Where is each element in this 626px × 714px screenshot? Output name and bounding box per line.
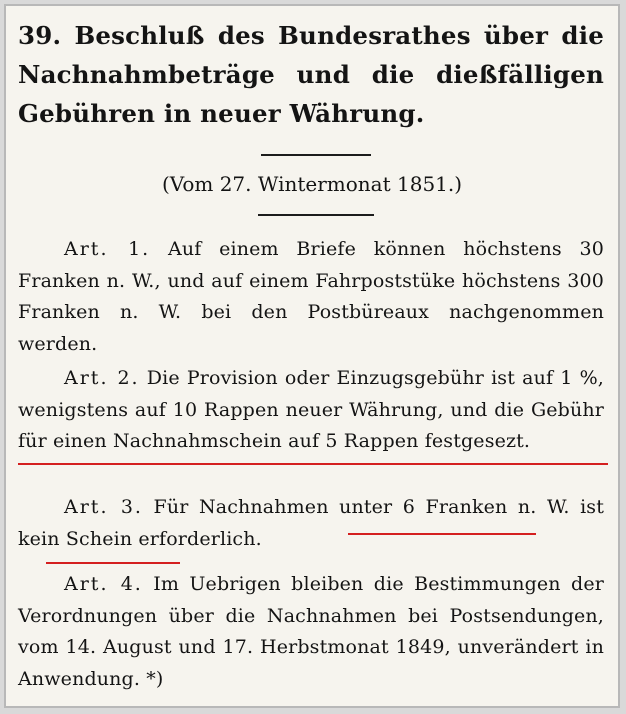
article-4-label: Art. 4. — [64, 573, 143, 595]
article-1-text: Auf einem Briefe können höchstens 30 Franken n. W., und auf einem Fahrpoststüke höchstens 300 Franken n. W. bei den Postbüreaux nachgenommen werden. — [18, 238, 604, 355]
document-page — [4, 4, 620, 708]
divider-top — [261, 154, 371, 156]
document-title: 39. Beschluß des Bundesrathes über die Nachnahmbeträge und die dießfälligen Gebühren in neuer Währung. — [18, 21, 604, 128]
underline-kein-schein — [46, 562, 180, 564]
article-1-label: Art. 1. — [64, 238, 151, 260]
article-4 — [18, 569, 604, 695]
article-2-label: Art. 2. — [64, 367, 140, 389]
article-1 — [18, 234, 604, 360]
article-2-text: Die Provision oder Einzugsgebühr ist auf 1 %, wenigstens auf 10 Rappen neuer Währung, und die Gebühr für einen Nachnahmschein auf 5 Rappen festgesezt. — [18, 367, 604, 452]
article-3-label: Art. 3. — [64, 496, 143, 518]
article-4-text: Im Uebrigen bleiben die Bestimmungen der Verordnungen über die Nachnahmen bei Postsendungen, vom 14. August und 17. Herbstmonat 1849, unverändert in Anwendung. *) — [18, 573, 604, 690]
underline-unter-6-franken — [348, 533, 536, 535]
divider-bottom — [258, 214, 374, 216]
article-3 — [18, 492, 604, 555]
document-date: (Vom 27. Wintermonat 1851.) — [161, 172, 463, 196]
article-2 — [18, 363, 604, 458]
article-3-text: Für Nachnahmen unter 6 Franken n. W. ist kein Schein erforderlich. — [18, 496, 604, 550]
underline-nachnahmschein-fee — [18, 463, 608, 465]
